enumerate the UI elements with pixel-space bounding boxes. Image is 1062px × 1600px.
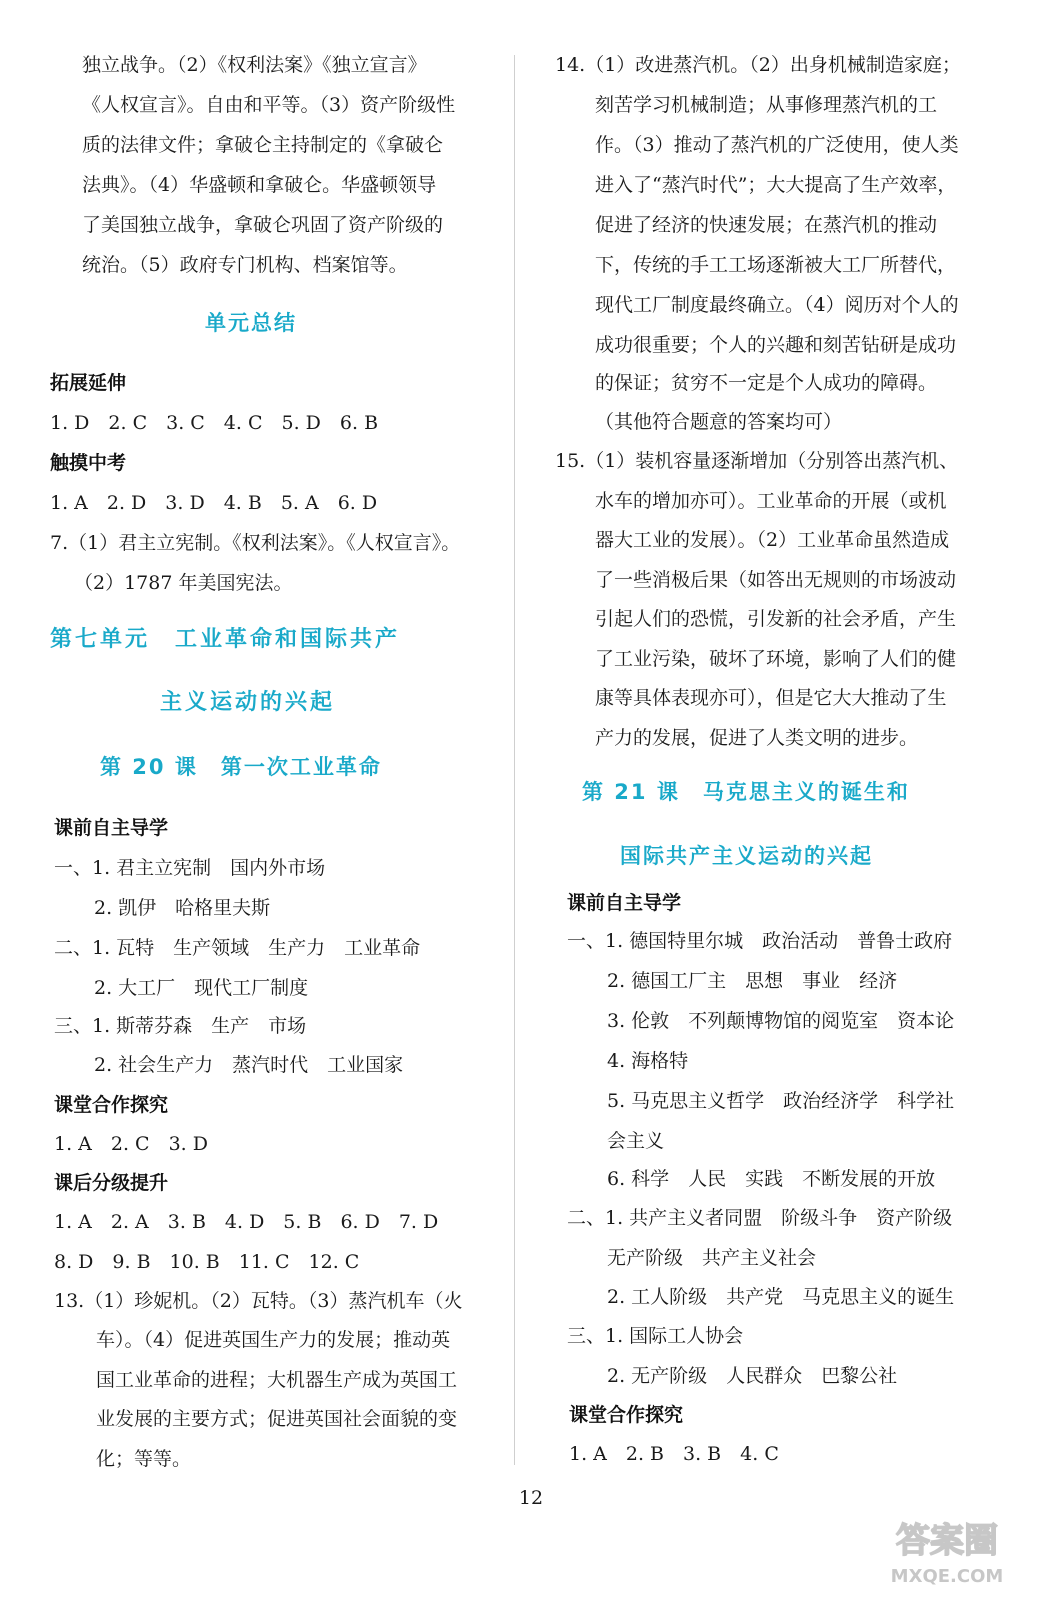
right-section-heading: 课堂合作探究 bbox=[569, 1404, 684, 1426]
left-title-heading: 主义运动的兴起 bbox=[160, 690, 336, 715]
left-text-line: 2. 社会生产力 蒸汽时代 工业国家 bbox=[94, 1054, 404, 1076]
right-text-line: 器大工业的发展）。（2）工业革命虽然造成 bbox=[595, 529, 950, 551]
left-text-line: 车）。（4）促进英国生产力的发展；推动英 bbox=[96, 1329, 451, 1351]
left-section-heading: 课前自主导学 bbox=[54, 817, 169, 839]
right-text-line: 水车的增加亦可）。工业革命的开展（或机 bbox=[595, 490, 947, 512]
right-text-line: 三、1. 国际工人协会 bbox=[567, 1325, 744, 1347]
left-section-heading: 课堂合作探究 bbox=[54, 1094, 169, 1116]
left-title-heading: 第七单元 工业革命和国际共产 bbox=[50, 627, 401, 652]
right-text-line: 一、1. 德国特里尔城 政治活动 普鲁士政府 bbox=[567, 930, 953, 952]
left-text-line: 法典》。（4）华盛顿和拿破仑。华盛顿领导 bbox=[82, 174, 437, 196]
right-text-line: 进入了“蒸汽时代”；大大提高了生产效率， bbox=[595, 174, 957, 196]
left-section-heading: 触摸中考 bbox=[50, 452, 127, 474]
right-text-line: 无产阶级 共产主义社会 bbox=[607, 1247, 817, 1269]
right-text-line: 引起人们的恐慌，引发新的社会矛盾，产生 bbox=[595, 608, 957, 630]
right-text-line: 3. 伦敦 不列颠博物馆的阅览室 资本论 bbox=[607, 1010, 955, 1032]
left-text-line: 2. 大工厂 现代工厂制度 bbox=[94, 977, 309, 999]
left-text-line: 统治。（5）政府专门机构、档案馆等。 bbox=[82, 254, 408, 276]
left-text-line: （2）1787 年美国宪法。 bbox=[74, 572, 293, 594]
right-text-line: 作。（3）推动了蒸汽机的广泛使用，使人类 bbox=[595, 134, 959, 156]
right-text-line: 15.（1）装机容量逐渐增加（分别答出蒸汽机、 bbox=[555, 450, 959, 472]
left-text-line: 业发展的主要方式；促进英国社会面貌的变 bbox=[96, 1408, 458, 1430]
right-text-line: 产力的发展，促进了人类文明的进步。 bbox=[595, 727, 919, 749]
right-text-line: 4. 海格特 bbox=[607, 1050, 689, 1072]
svg-text:答案圈: 答案圈 bbox=[896, 1521, 998, 1561]
right-text-line: 促进了经济的快速发展；在蒸汽机的推动 bbox=[595, 214, 938, 236]
svg-text:MXQE.COM: MXQE.COM bbox=[890, 1566, 1004, 1587]
left-text-line: 8. D 9. B 10. B 11. C 12. C bbox=[54, 1251, 360, 1273]
right-text-line: 会主义 bbox=[607, 1130, 665, 1152]
right-section-heading: 课前自主导学 bbox=[567, 892, 682, 914]
left-text-line: 独立战争。（2）《权利法案》《独立宣言》 bbox=[82, 54, 427, 76]
right-text-line: 2. 工人阶级 共产党 马克思主义的诞生 bbox=[607, 1286, 955, 1308]
left-text-line: 二、1. 瓦特 生产领域 生产力 工业革命 bbox=[54, 937, 421, 959]
left-title-heading: 单元总结 bbox=[205, 311, 297, 335]
left-text-line: 了美国独立战争，拿破仑巩固了资产阶级的 bbox=[82, 214, 444, 236]
left-text-line: 13.（1）珍妮机。（2）瓦特。（3）蒸汽机车（火 bbox=[54, 1290, 463, 1312]
right-text-line: 了一些消极后果（如答出无规则的市场波动 bbox=[595, 569, 957, 591]
right-text-line: 的保证；贫穷不一定是个人成功的障碍。 bbox=[595, 372, 938, 394]
left-text-line: 1. A 2. C 3. D bbox=[54, 1133, 208, 1155]
left-section-heading: 课后分级提升 bbox=[54, 1172, 169, 1194]
right-text-line: 14.（1）改进蒸汽机。（2）出身机械制造家庭； bbox=[555, 54, 961, 76]
left-text-line: 1. D 2. C 3. C 4. C 5. D 6. B bbox=[50, 412, 379, 434]
column-divider bbox=[514, 55, 515, 1465]
left-text-line: 7.（1）君主立宪制。《权利法案》。《人权宣言》。 bbox=[50, 532, 461, 554]
left-title-heading: 第 20 课 第一次工业革命 bbox=[100, 755, 382, 779]
right-text-line: 现代工厂制度最终确立。（4）阅历对个人的 bbox=[595, 294, 959, 316]
right-text-line: 下，传统的手工工场逐渐被大工厂所替代， bbox=[595, 254, 957, 276]
right-text-line: 成功很重要；个人的兴趣和刻苦钻研是成功 bbox=[595, 334, 957, 356]
right-text-line: 5. 马克思主义哲学 政治经济学 科学社 bbox=[607, 1090, 955, 1112]
left-text-line: 国工业革命的进程；大机器生产成为英国工 bbox=[96, 1369, 458, 1391]
left-text-line: 2. 凯伊 哈格里夫斯 bbox=[94, 897, 271, 919]
left-text-line: 质的法律文件；拿破仑主持制定的《拿破仑 bbox=[82, 134, 444, 156]
page-number: 12 bbox=[518, 1487, 544, 1509]
left-section-heading: 拓展延伸 bbox=[50, 372, 127, 394]
right-text-line: 6. 科学 人民 实践 不断发展的开放 bbox=[607, 1168, 936, 1190]
right-text-line: 了工业污染，破坏了环境，影响了人们的健 bbox=[595, 648, 957, 670]
right-text-line: 二、1. 共产主义者同盟 阶级斗争 资产阶级 bbox=[567, 1207, 953, 1229]
watermark-logo bbox=[862, 1510, 1032, 1590]
right-text-line: 2. 无产阶级 人民群众 巴黎公社 bbox=[607, 1365, 898, 1387]
left-text-line: 1. A 2. D 3. D 4. B 5. A 6. D bbox=[50, 492, 378, 514]
left-text-line: 1. A 2. A 3. B 4. D 5. B 6. D 7. D bbox=[54, 1211, 439, 1233]
right-text-line: 刻苦学习机械制造；从事修理蒸汽机的工 bbox=[595, 94, 938, 116]
left-text-line: 化；等等。 bbox=[96, 1448, 192, 1470]
left-text-line: 一、1. 君主立宪制 国内外市场 bbox=[54, 857, 326, 879]
right-text-line: （其他符合题意的答案均可） bbox=[595, 411, 843, 433]
right-title-heading: 国际共产主义运动的兴起 bbox=[620, 844, 873, 868]
left-text-line: 《人权宣言》。自由和平等。（3）资产阶级性 bbox=[82, 94, 456, 116]
right-text-line: 1. A 2. B 3. B 4. C bbox=[569, 1443, 779, 1465]
left-text-line: 三、1. 斯蒂芬森 生产 市场 bbox=[54, 1015, 307, 1037]
right-text-line: 康等具体表现亦可），但是它大大推动了生 bbox=[595, 687, 947, 709]
right-title-heading: 第 21 课 马克思主义的诞生和 bbox=[582, 780, 910, 804]
right-text-line: 2. 德国工厂主 思想 事业 经济 bbox=[607, 970, 898, 992]
